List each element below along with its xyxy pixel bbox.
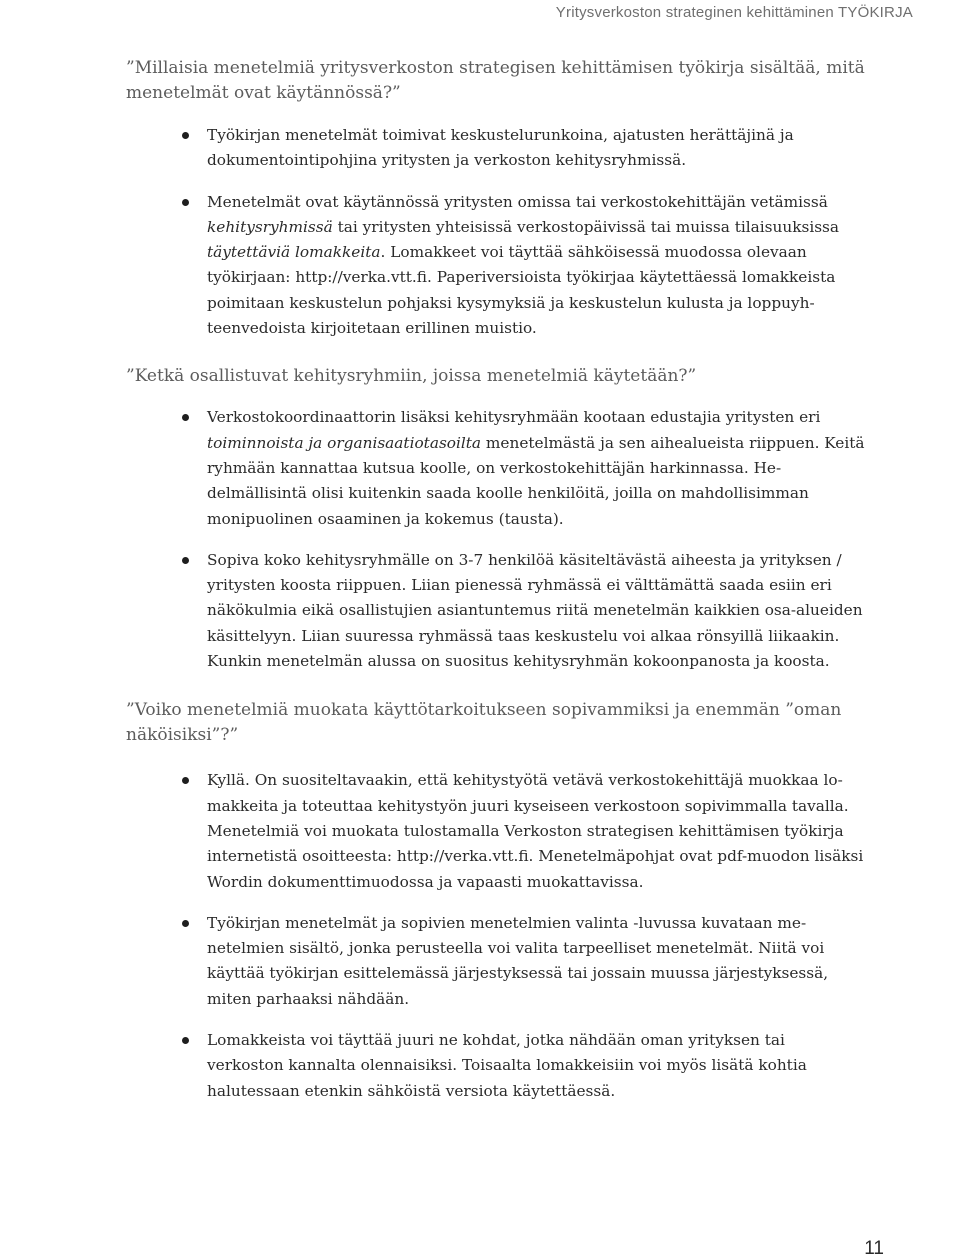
answer-text: menetelmästä ja sen aihealueista riippuen. Keitä ryhmään kannattaa kutsua koolle, on verkostokehittäjän harkinnassa. Hedelmällisintä olisi kuitenkin saada koolle henkilöitä, joilla on mahdollisimman monipuolinen osaaminen ja kokemus (tausta).	[207, 433, 865, 528]
answer-text-emphasis: täytettäviä lomakkeita	[207, 243, 381, 262]
answer-text: . Lomakkeet voi täyttää sähköisessä muodossa olevaan työkirjaan: http://verka.vtt.fi. Paperiversioista työkirjaa käytettäessä lomakkeista poimitaan keskustelun pohjaksi kysymyksiä ja keskustelun kulusta ja loppuyhteenvedoista kirjoitetaan erillinen muistio.	[207, 243, 836, 338]
running-header	[556, 4, 913, 21]
answer-text: Lomakkeista voi täyttää juuri ne kohdat, jotka nähdään oman yrityksen tai verkoston kannalta olennaisiksi. Toisaalta lomakkeisiin voi myös lisätä kohtia halutessaan etenkin sähköistä versiota käytettäessä.	[207, 1031, 807, 1100]
answer-item	[126, 548, 866, 674]
running-header-title: Yritysverkoston strateginen kehittäminen	[555, 4, 834, 21]
answer-list	[126, 123, 866, 341]
answer-text-emphasis: kehitysryhmissä	[207, 217, 333, 236]
faq-question: ”Voiko menetelmiä muokata käyttötarkoitukseen sopivammiksi ja enemmän ”oman näköisiksi”?”	[126, 700, 842, 746]
bullet-dot-icon	[182, 557, 189, 564]
answer-text: Työkirjan menetelmät toimivat keskustelurunkoina, ajatusten herättäjinä ja dokumentointipohjina yritysten ja verkoston kehitysryhmissä.	[207, 126, 794, 170]
page-content	[126, 56, 866, 1104]
faq-question: ”Ketkä osallistuvat kehitysryhmiin, joissa menetelmiä käytetään?”	[126, 366, 697, 387]
faq-question: ”Millaisia menetelmiä yritysverkoston strategisen kehittämisen työkirja sisältää, mitä menetelmät ovat käytännössä?”	[126, 58, 865, 103]
faq-section	[126, 364, 866, 674]
answer-text: Verkostokoordinaattorin lisäksi kehitysryhmään kootaan edustajia yritysten eri	[207, 408, 821, 427]
answer-item	[126, 405, 866, 531]
answer-text: Kyllä. On suositeltavaakin, että kehitystyötä vetävä verkostokehittäjä muokkaa lomakkeita ja toteuttaa kehitystyön juuri kyseiseen verkostoon sopivimmalla tavalla. Menetelmiä voi muokata tulostamalla Verkoston strategisen kehittämisen työkirja internetistä osoitteesta: http://verka.vtt.fi. Menetelmäpohjat ovat pdf-muodon lisäksi Wordin dokumenttimuodossa ja vapaasti muokattavissa.	[207, 771, 864, 891]
answer-item	[126, 911, 866, 1012]
answer-item	[126, 123, 866, 174]
answer-text-emphasis: toiminnoista ja organisaatiotasoilta	[207, 433, 482, 452]
bullet-dot-icon	[182, 132, 189, 139]
running-header-label: TYÖKIRJA	[838, 4, 913, 21]
answer-item	[126, 1028, 866, 1104]
page-number: 11	[864, 1238, 884, 1259]
bullet-dot-icon	[182, 199, 189, 206]
faq-section	[126, 698, 866, 1104]
bullet-dot-icon	[182, 920, 189, 927]
answer-list	[126, 768, 866, 1104]
answer-item	[126, 768, 866, 894]
answer-text: Työkirjan menetelmät ja sopivien menetelmien valinta -luvussa kuvataan menetelmien sisältö, jonka perusteella voi valita tarpeelliset menetelmät. Niitä voi käyttää työkirjan esittelemässä järjestyksessä tai jossain muussa järjestyksessä, miten parhaaksi nähdään.	[207, 913, 829, 1008]
faq-section	[126, 56, 866, 341]
answer-text: tai yritysten yhteisissä verkostopäivissä tai muissa tilaisuuksissa	[332, 217, 840, 236]
bullet-dot-icon	[182, 1037, 189, 1044]
answer-item	[126, 190, 866, 342]
bullet-dot-icon	[182, 414, 189, 421]
answer-text: Sopiva koko kehitysryhmälle on 3-7 henkilöä käsiteltävästä aiheesta ja yrityksen / yritysten koosta riippuen. Liian pienessä ryhmässä ei välttämättä saada esiin eri näkökulmia eikä osallistujien asiantuntemus riitä menetelmän kaikkien osa-alueiden käsittelyyn. Liian suuressa ryhmässä taas keskustelu voi alkaa rönsyillä liikaakin. Kunkin menetelmän alussa on suositus kehitysryhmän kokoonpanosta ja koosta.	[207, 550, 863, 671]
answer-text: Menetelmät ovat käytännössä yritysten omissa tai verkostokehittäjän vetämissä	[207, 192, 828, 211]
bullet-dot-icon	[182, 777, 189, 784]
answer-list	[126, 405, 866, 674]
